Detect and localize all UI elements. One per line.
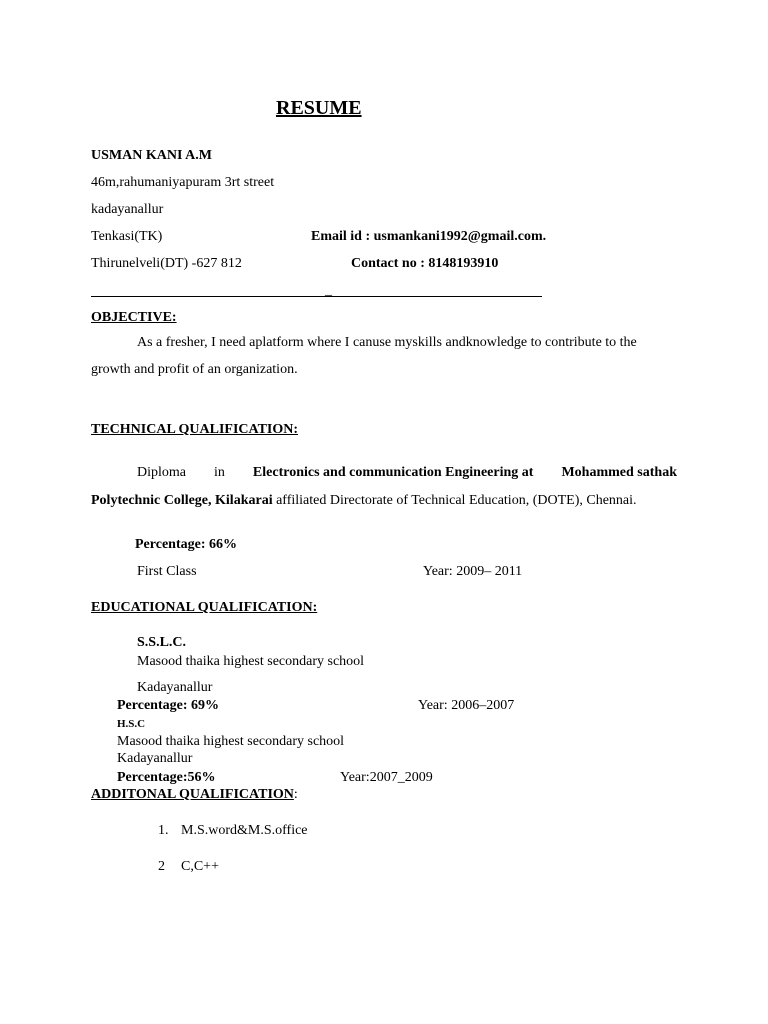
sslc-label: S.S.L.C. [137, 635, 187, 650]
technical-heading: TECHNICAL QUALIFICATION: [91, 422, 299, 437]
technical-affiliation: affiliated Directorate of Technical Education, (DOTE), Chennai. [272, 493, 637, 508]
technical-class: First Class [137, 564, 197, 579]
address-line-1: 46m,rahumaniyapuram 3rt street [91, 175, 275, 190]
email-label: Email id : [311, 229, 371, 244]
address-line-2: kadayanallur [91, 202, 164, 217]
contact-row [351, 257, 498, 271]
sslc-percentage: Percentage: 69% [117, 698, 219, 713]
additional-heading: ADDITONAL QUALIFICATION [91, 787, 294, 802]
additional-heading-suffix: : [293, 787, 298, 802]
address-line-4: Thirunelveli(DT) -627 812 [91, 256, 242, 271]
email-row [311, 230, 546, 244]
additional-item-1-num: 1. [158, 823, 169, 838]
candidate-name: USMAN KANI A.M [91, 148, 212, 163]
technical-institute: Mohammed sathak [561, 465, 677, 480]
sslc-place: Kadayanallur [137, 680, 213, 695]
additional-item-1-text: M.S.word&M.S.office [181, 823, 308, 838]
educational-heading: EDUCATIONAL QUALIFICATION: [91, 600, 318, 615]
objective-heading: OBJECTIVE: [91, 310, 177, 325]
technical-diploma: Diploma [137, 465, 186, 480]
sslc-year: Year: 2006–2007 [418, 698, 515, 713]
technical-in: in [214, 465, 225, 480]
technical-line-1 [137, 466, 677, 480]
header-divider [91, 296, 542, 297]
resume-title: RESUME [276, 97, 362, 119]
hsc-percentage: Percentage:56% [117, 770, 216, 785]
objective-line-1: As a fresher, I need aplatform where I canuse myskills andknowledge to contribute to the [137, 335, 637, 350]
divider-mark: _ [325, 283, 332, 298]
contact-label: Contact no : [351, 256, 425, 271]
address-line-3: Tenkasi(TK) [91, 229, 163, 244]
hsc-place: Kadayanallur [117, 751, 193, 766]
additional-item-2-text: C,C++ [181, 859, 219, 874]
hsc-label: H.S.C [117, 718, 146, 730]
contact-value: 8148193910 [428, 256, 499, 271]
technical-percentage: Percentage: 66% [135, 537, 237, 552]
technical-year: Year: 2009– 2011 [423, 564, 523, 579]
objective-line-2: growth and profit of an organization. [91, 362, 298, 377]
technical-line-2 [91, 494, 637, 508]
technical-course: Electronics and communication Engineering at [252, 465, 534, 480]
email-value: usmankani1992@gmail.com. [373, 229, 547, 244]
hsc-school: Masood thaika highest secondary school [117, 734, 345, 749]
additional-item-2-num: 2 [158, 859, 165, 874]
additional-heading-row [91, 788, 298, 802]
sslc-school: Masood thaika highest secondary school [137, 654, 365, 669]
technical-college: Polytechnic College, Kilakarai [91, 493, 273, 508]
hsc-year: Year:2007_2009 [340, 770, 433, 785]
